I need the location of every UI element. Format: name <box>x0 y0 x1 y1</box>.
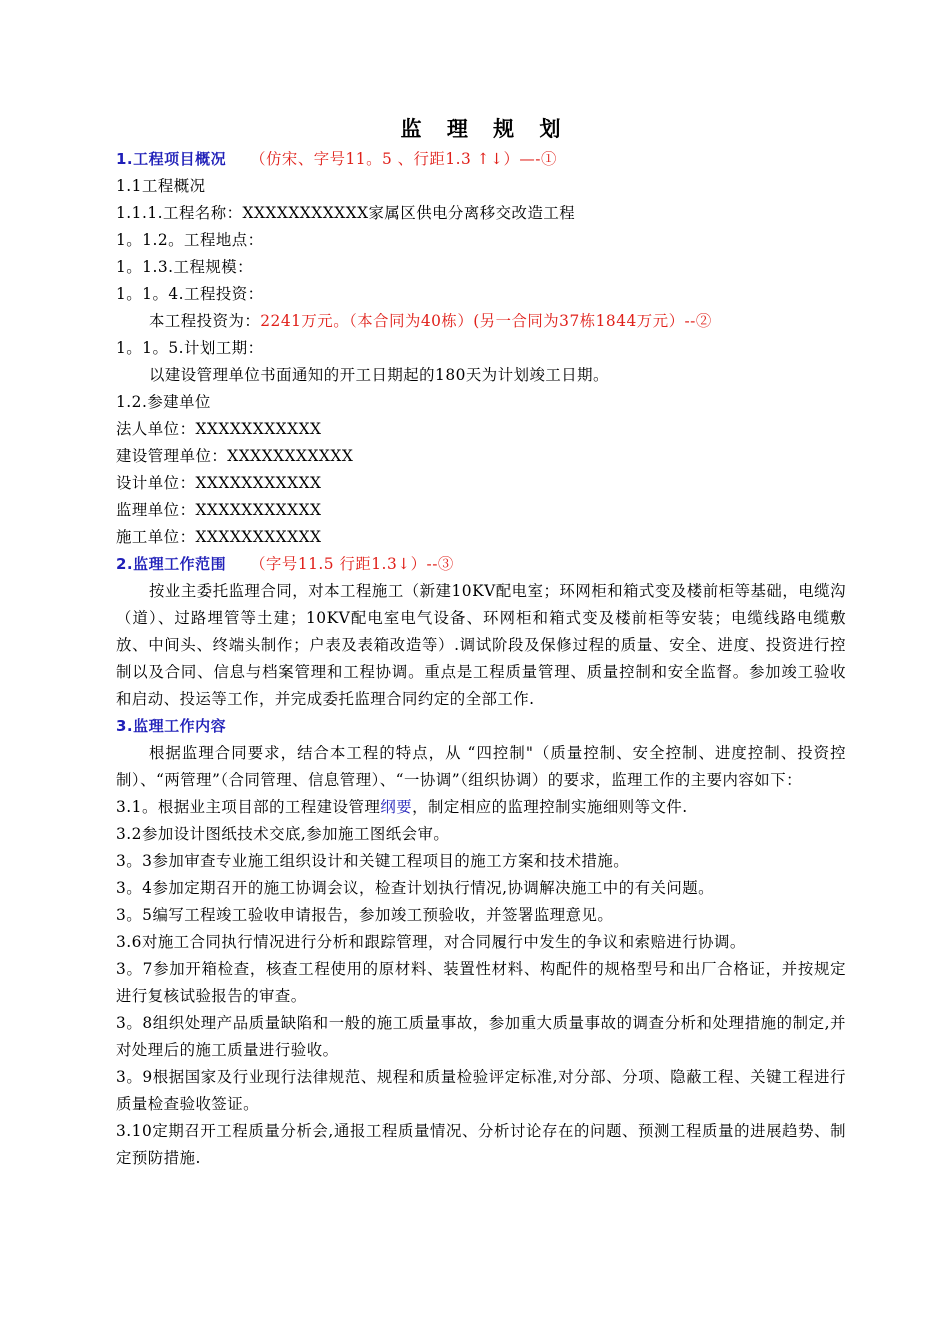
section-1-heading-line <box>116 146 846 173</box>
subsection-1-1: 1.1工程概况 <box>116 177 206 195</box>
item-3-10: 3.10定期召开工程质量分析会,通报工程质量情况、分析讨论存在的问题、预测工程质量的进展趋势、制定预防措施. <box>116 1122 846 1167</box>
project-investment-line: 1。1。4.工程投资： <box>116 285 264 303</box>
unit-value: XXXXXXXXXXX <box>195 474 322 492</box>
unit-legal <box>116 416 846 443</box>
section-1-format-note: （仿宋、字号11。5 、行距1.3 ↑↓）—-① <box>250 150 557 168</box>
item-3-9: 3。9根据国家及行业现行法律规范、规程和质量检验评定标准,对分部、分项、隐蔽工程、关键工程进行质量检查验收签证。 <box>116 1068 846 1113</box>
item-3-1-text-a: 3.1。根据业主项目部的工程建设管理 <box>116 798 381 816</box>
document-title: 监 理 规 划 <box>400 116 570 141</box>
section-2-heading: 2.监理工作范围 <box>116 555 227 573</box>
item-3-5: 3。5编写工程竣工验收申请报告，参加竣工预验收，并签署监理意见。 <box>116 906 614 924</box>
investment-amount: 2241万元。 <box>260 312 350 330</box>
unit-value: XXXXXXXXXXX <box>195 528 322 546</box>
section-2-paragraph: 按业主委托监理合同，对本工程施工（新建10KV配电室；环网柜和箱式变及楼前柜等基础，电缆沟（道）、过路埋管等土建；10KV配电室电气设备、环网柜和箱式变及楼前柜等安装；电缆线路电缆敷放、中间头、终端头制作；户表及表箱改造等）.调试阶段及保修过程的质量、安全、进度、投资进行控制以及合同、信息与档案管理和工程协调。重点是工程质量管理、质量控制和安全监督。参加竣工验收和启动、投运等工作，并完成委托监理合同约定的全部工作. <box>116 582 846 708</box>
item-3-3: 3。3参加审查专业施工组织设计和关键工程项目的施工方案和技术措施。 <box>116 852 630 870</box>
unit-construction-management <box>116 443 846 470</box>
unit-label: 设计单位： <box>116 474 196 492</box>
unit-value: XXXXXXXXXXX <box>227 447 354 465</box>
project-name-value: XXXXXXXXXXX家属区供电分离移交改造工程 <box>242 204 576 222</box>
unit-value: XXXXXXXXXXX <box>195 420 322 438</box>
item-3-7: 3。7参加开箱检查，核查工程使用的原材料、装置性材料、构配件的规格型号和出厂合格证，并按规定进行复核试验报告的审查。 <box>116 960 846 1005</box>
section-1-heading: 1.工程项目概况 <box>116 150 227 168</box>
project-scale-line: 1。1.3.工程规模： <box>116 258 254 276</box>
unit-label: 法人单位： <box>116 420 196 438</box>
unit-label: 建设管理单位： <box>116 447 228 465</box>
unit-label: 监理单位： <box>116 501 196 519</box>
section-2-format-note: （字号11.5 行距1.3↓）--③ <box>250 555 454 573</box>
unit-contractor <box>116 524 846 551</box>
item-3-1-text-b: ，制定相应的监理控制实施细则等文件. <box>412 798 688 816</box>
item-3-1-link[interactable]: 纲要 <box>380 798 413 816</box>
investment-note: （本合同为40栋）(另一合同为37栋1844万元）--② <box>349 312 712 330</box>
section-3-heading: 3.监理工作内容 <box>116 717 227 735</box>
planned-period-text: 以建设管理单位书面通知的开工日期起的180天为计划竣工日期。 <box>149 366 609 384</box>
unit-label: 施工单位： <box>116 528 196 546</box>
project-name-label: 1.1.1.工程名称： <box>116 204 243 222</box>
section-3-intro: 根据监理合同要求，结合本工程的特点，从 “四控制"（质量控制、安全控制、进度控制、投资控制）、“两管理”（合同管理、信息管理）、“一协调”（组织协调）的要求，监理工作的主要内容如下： <box>116 744 846 789</box>
section-3-heading-line <box>116 713 846 740</box>
item-3-6: 3.6对施工合同执行情况进行分析和跟踪管理，对合同履行中发生的争议和索赔进行协调。 <box>116 933 746 951</box>
document-page <box>116 112 846 1172</box>
item-3-4: 3。4参加定期召开的施工协调会议，检查计划执行情况,协调解决施工中的有关问题。 <box>116 879 715 897</box>
project-site-line: 1。1.2。工程地点： <box>116 231 264 249</box>
item-3-2: 3.2参加设计图纸技术交底,参加施工图纸会审。 <box>116 825 450 843</box>
unit-design <box>116 470 846 497</box>
investment-label: 本工程投资为： <box>149 312 261 330</box>
investment-detail-line <box>116 308 846 335</box>
unit-supervision <box>116 497 846 524</box>
unit-value: XXXXXXXXXXX <box>195 501 322 519</box>
planned-period-line: 1。1。5.计划工期： <box>116 339 264 357</box>
item-3-8: 3。8组织处理产品质量缺陷和一般的施工质量事故，参加重大质量事故的调查分析和处理措施的制定,并对处理后的施工质量进行验收。 <box>116 1014 846 1059</box>
section-2-heading-line <box>116 551 846 578</box>
item-3-1 <box>116 794 846 821</box>
subsection-1-2: 1.2.参建单位 <box>116 393 211 411</box>
project-name-line <box>116 200 846 227</box>
